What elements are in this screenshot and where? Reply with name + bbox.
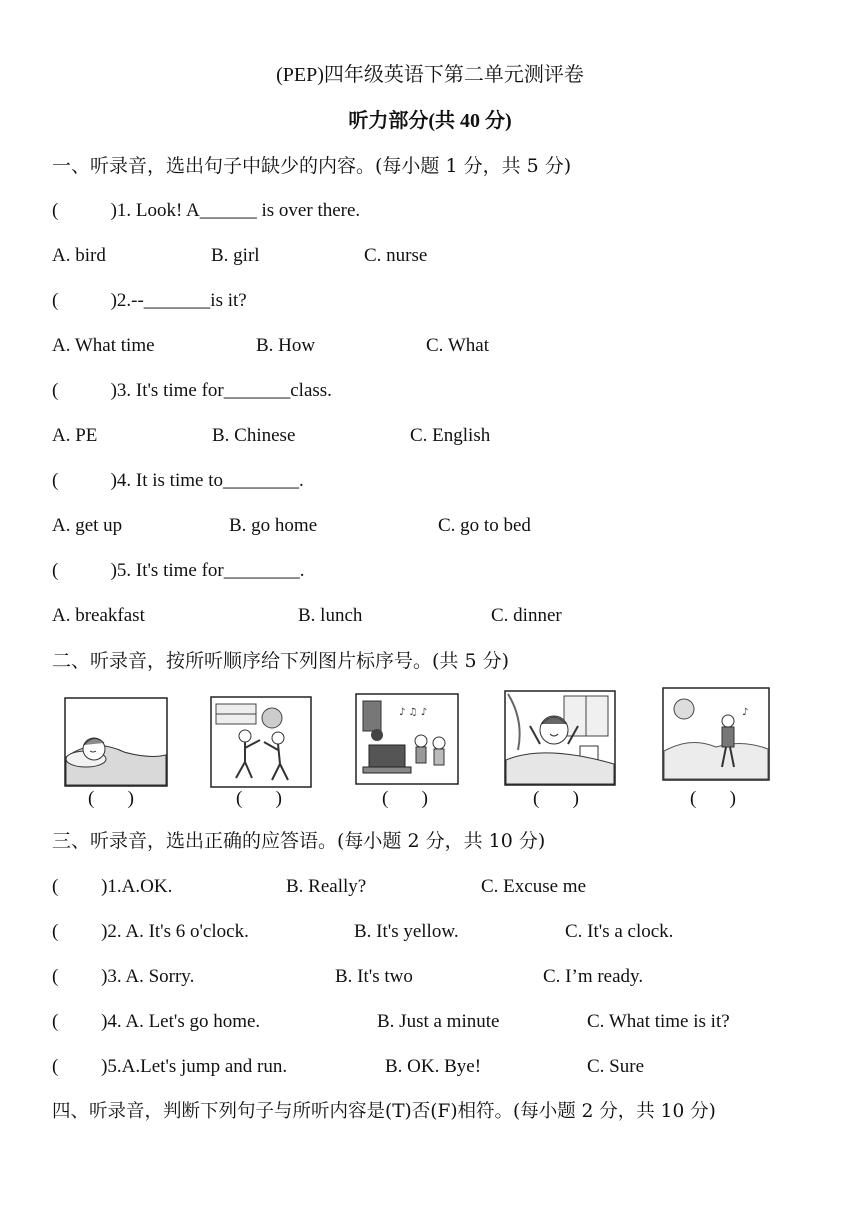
- s3-q1-option-b: B. Really?: [286, 876, 367, 897]
- walking-home-picture: [662, 687, 770, 781]
- s1-q1-option-c: C. nurse: [364, 245, 428, 266]
- svg-text:♪ ♫ ♪: ♪ ♫ ♪: [399, 707, 428, 718]
- music-class-picture: [355, 693, 459, 785]
- picture4-answer-blank: ( ): [533, 788, 579, 809]
- s1-q5-option-c: C. dinner: [491, 605, 562, 626]
- page-title: (PEP)四年级英语下第二单元测评卷: [276, 64, 584, 86]
- section2-heading: 二、听录音，按所听顺序给下列图片标序号。(共 5 分): [52, 650, 509, 672]
- s1-q4-option-a: A. get up: [52, 515, 123, 536]
- s3-q2-option-b: B. It's yellow.: [354, 921, 459, 942]
- s3-q5-option-b: B. OK. Bye!: [385, 1056, 482, 1077]
- sleeping-child-picture: [64, 697, 168, 787]
- s1-q2-option-a: A. What time: [52, 335, 155, 356]
- s3-q5-stem: ( )5.A.Let's jump and run.: [52, 1056, 288, 1077]
- s3-q3-stem: ( )3. A. Sorry.: [52, 966, 195, 987]
- s3-q3-option-b: B. It's two: [335, 966, 413, 987]
- s3-q4-option-b: B. Just a minute: [377, 1011, 500, 1032]
- s1-q1-stem: ( )1. Look! A______ is over there.: [52, 200, 361, 221]
- section4-heading: 四、听录音，判断下列句子与所听内容是(T)否(F)相符。(每小题 2 分，共 10 分): [52, 1101, 716, 1122]
- s3-q2-stem: ( )2. A. It's 6 o'clock.: [52, 921, 249, 942]
- s3-q4-stem: ( )4. A. Let's go home.: [52, 1011, 261, 1032]
- s3-q5-option-c: C. Sure: [587, 1056, 644, 1077]
- picture3-answer-blank: ( ): [382, 788, 428, 809]
- s1-q5-stem: ( )5. It's time for________.: [52, 560, 305, 581]
- waking-up-picture: [504, 690, 616, 786]
- s1-q1-option-b: B. girl: [211, 245, 260, 266]
- section3-heading: 三、听录音，选出正确的应答语。(每小题 2 分，共 10 分): [52, 830, 546, 852]
- s1-q3-option-b: B. Chinese: [212, 425, 296, 446]
- s1-q2-option-b: B. How: [256, 335, 316, 356]
- s1-q4-option-b: B. go home: [229, 515, 318, 536]
- s3-q4-option-c: C. What time is it?: [587, 1011, 730, 1032]
- picture5-answer-blank: ( ): [690, 788, 736, 809]
- s1-q4-stem: ( )4. It is time to________.: [52, 470, 304, 491]
- s1-q3-option-a: A. PE: [52, 425, 98, 446]
- children-playing-picture: [210, 696, 312, 788]
- s1-q5-option-a: A. breakfast: [52, 605, 145, 626]
- picture2-answer-blank: ( ): [236, 788, 282, 809]
- s1-q2-stem: ( )2.--_______is it?: [52, 290, 247, 311]
- s1-q5-option-b: B. lunch: [298, 605, 363, 626]
- s3-q2-option-c: C. It's a clock.: [565, 921, 674, 942]
- s1-q2-option-c: C. What: [426, 335, 489, 356]
- s1-q1-option-a: A. bird: [52, 245, 106, 266]
- section1-heading: 一、听录音，选出句子中缺少的内容。(每小题 1 分，共 5 分): [52, 155, 572, 177]
- s1-q4-option-c: C. go to bed: [438, 515, 531, 536]
- s1-q3-stem: ( )3. It's time for_______class.: [52, 380, 332, 401]
- s3-q1-option-c: C. Excuse me: [481, 876, 587, 897]
- page-subtitle: 听力部分(共 40 分): [348, 110, 512, 132]
- s1-q3-option-c: C. English: [410, 425, 491, 446]
- s3-q1-stem: ( )1.A.OK.: [52, 876, 173, 897]
- s3-q3-option-c: C. I’m ready.: [543, 966, 644, 987]
- picture1-answer-blank: ( ): [88, 788, 134, 809]
- svg-text:♪: ♪: [742, 707, 749, 718]
